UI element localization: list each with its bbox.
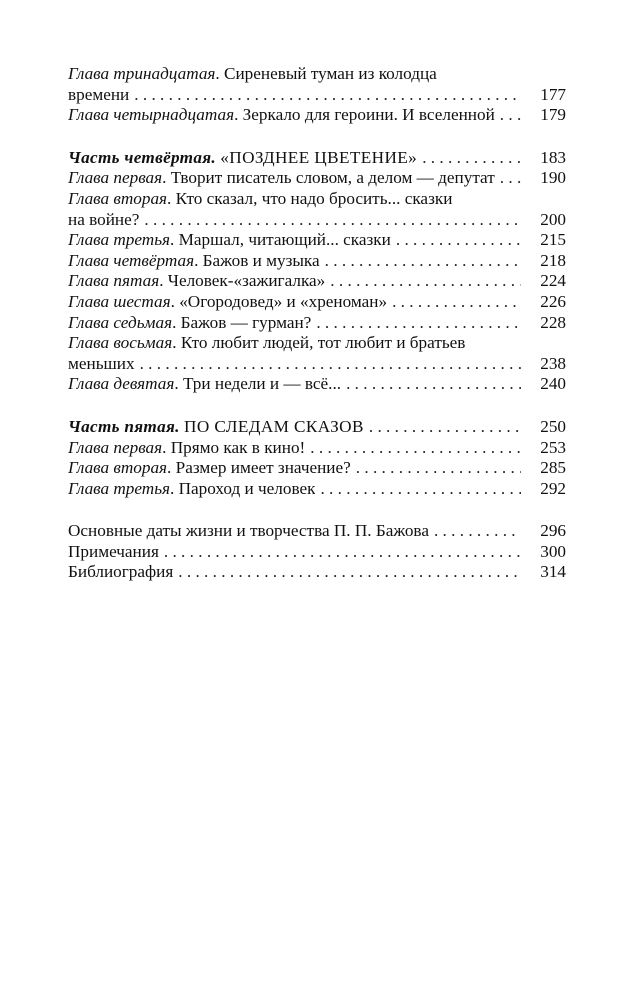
toc-entry[interactable] — [68, 333, 566, 374]
part-label: Часть четвёртая. — [68, 147, 216, 167]
chapter-label: Глава седьмая — [68, 312, 173, 332]
page-number: 292 — [540, 478, 566, 498]
page-number: 300 — [540, 541, 566, 561]
chapter-title: . «Огородовед» и «хреноман» — [170, 291, 388, 311]
chapter-title: . Кто сказал, что надо бросить... сказки — [167, 188, 453, 208]
part-title: ПО СЛЕДАМ СКАЗОВ — [184, 416, 364, 436]
entry-title: Примечания — [68, 541, 159, 561]
toc-entry[interactable] — [68, 271, 566, 292]
chapter-title-continued: на войне? — [68, 209, 140, 229]
chapter-title: . Прямо как в кино! — [162, 437, 306, 457]
dot-leader — [330, 271, 521, 292]
dot-leader — [325, 251, 521, 272]
toc-entry[interactable] — [68, 189, 566, 230]
page-number: 250 — [540, 416, 566, 436]
entry-title: Основные даты жизни и творчества П. П. Бажова — [68, 521, 429, 541]
page-number: 314 — [540, 562, 566, 582]
page-number: 240 — [540, 374, 566, 394]
chapter-title: . Три недели и — всё... — [174, 374, 342, 394]
toc-entry-notes[interactable] — [68, 542, 566, 563]
dot-leader — [434, 521, 521, 542]
page-number: 215 — [540, 230, 566, 250]
toc-entry[interactable] — [68, 168, 566, 189]
entry-title: Библиография — [68, 562, 174, 582]
chapter-label: Глава вторая — [68, 188, 168, 208]
dot-leader — [356, 458, 521, 479]
toc-entry[interactable] — [68, 458, 566, 479]
chapter-label: Глава тринадцатая — [68, 64, 216, 83]
page-number: 200 — [540, 209, 566, 229]
toc-entry[interactable] — [68, 374, 566, 395]
page-number: 285 — [540, 458, 566, 478]
table-of-contents — [68, 64, 566, 583]
chapter-label: Глава пятая — [68, 271, 160, 291]
chapter-label: Глава восьмая — [68, 333, 173, 353]
toc-part-four[interactable] — [68, 148, 566, 169]
page-number: 228 — [540, 312, 566, 332]
chapter-label: Глава первая — [68, 168, 163, 188]
dot-leader — [500, 105, 521, 126]
chapter-title-continued: времени — [68, 84, 130, 104]
page-number: 253 — [540, 437, 566, 457]
dot-leader — [369, 417, 521, 438]
chapter-label: Глава первая — [68, 437, 163, 457]
chapter-title: . Маршал, читающий... сказки — [170, 230, 391, 250]
chapter-label: Глава четырнадцатая — [68, 105, 235, 125]
toc-entry-chapter-14[interactable] — [68, 105, 566, 126]
page-number: 183 — [540, 147, 566, 167]
chapter-label: Глава вторая — [68, 458, 168, 478]
chapter-title: . Бажов — гурман? — [172, 312, 312, 332]
toc-entry[interactable] — [68, 292, 566, 313]
dot-leader — [392, 292, 521, 313]
dot-leader — [500, 168, 521, 189]
page-number: 190 — [540, 168, 566, 188]
dot-leader — [422, 148, 521, 169]
dot-leader — [140, 354, 521, 375]
dot-leader — [320, 479, 521, 500]
part-label: Часть пятая. — [68, 416, 180, 436]
chapter-label: Глава шестая — [68, 291, 171, 311]
dot-leader — [144, 210, 521, 231]
toc-entry[interactable] — [68, 230, 566, 251]
section-gap — [68, 499, 566, 521]
chapter-label: Глава третья — [68, 478, 171, 498]
toc-part-five[interactable] — [68, 417, 566, 438]
section-gap — [68, 395, 566, 417]
dot-leader — [178, 562, 521, 583]
chapter-title: . Бажов и музыка — [194, 250, 320, 270]
chapter-title-continued: меньших — [68, 353, 135, 373]
toc-entry[interactable] — [68, 313, 566, 334]
dot-leader — [346, 374, 521, 395]
dot-leader — [396, 230, 521, 251]
section-gap — [68, 126, 566, 148]
dot-leader — [310, 438, 521, 459]
chapter-title: . Человек-«зажигалка» — [159, 271, 326, 291]
dot-leader — [134, 85, 521, 106]
toc-entry-dates[interactable] — [68, 521, 566, 542]
page-number: 296 — [540, 521, 566, 541]
toc-entry[interactable] — [68, 479, 566, 500]
page-number: 224 — [540, 271, 566, 291]
toc-entry[interactable] — [68, 251, 566, 272]
toc-entry-chapter-13[interactable] — [68, 64, 566, 105]
chapter-title: . Пароход и человек — [170, 478, 316, 498]
page-number: 179 — [540, 105, 566, 125]
page-number: 226 — [540, 291, 566, 311]
chapter-title: . Кто любит людей, тот любит и братьев — [172, 333, 466, 353]
chapter-title: . Размер имеет значение? — [167, 458, 351, 478]
toc-entry-bibliography[interactable] — [68, 562, 566, 583]
chapter-title: . Творит писатель словом, а делом — депутат — [162, 168, 495, 188]
chapter-label: Глава девятая — [68, 374, 175, 394]
chapter-label: Глава третья — [68, 230, 171, 250]
chapter-label: Глава четвёртая — [68, 250, 195, 270]
dot-leader — [316, 313, 521, 334]
page-number: 238 — [540, 353, 566, 373]
chapter-title: . Зеркало для героини. И вселенной — [234, 105, 495, 125]
page-number: 218 — [540, 250, 566, 270]
dot-leader — [164, 542, 521, 563]
part-title: «ПОЗДНЕЕ ЦВЕТЕНИЕ» — [220, 147, 418, 167]
chapter-title: . Сиреневый туман из колодца — [215, 64, 437, 83]
page-number: 177 — [540, 84, 566, 104]
toc-entry[interactable] — [68, 438, 566, 459]
